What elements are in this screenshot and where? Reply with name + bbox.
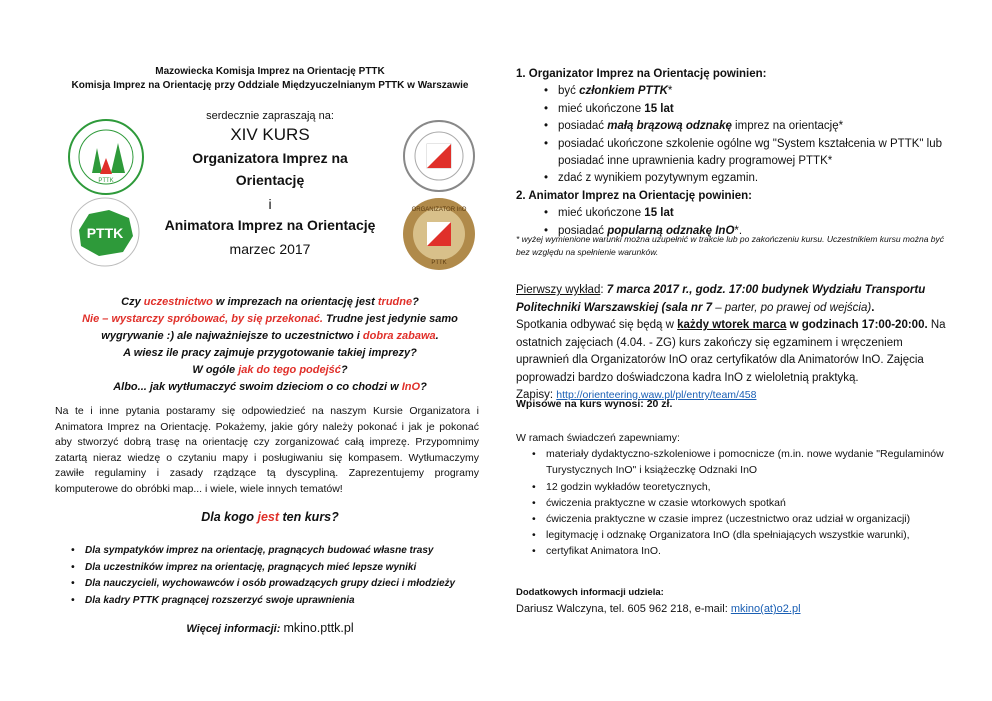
question-5: W ogóle jak do tego podejść? [192, 364, 348, 376]
svg-text:ORGANIZATOR InO: ORGANIZATOR InO [411, 207, 467, 213]
for-whom-heading: Dla kogo jest ten kurs? [201, 510, 339, 524]
contact-email-link[interactable]: mkino(at)o2.pl [730, 603, 801, 615]
mkino-logo [67, 118, 145, 196]
pttk-logo [69, 196, 141, 268]
list-item: • zdać z wynikiem pozytywnym egzamin. [558, 170, 956, 187]
provisions-title: W ramach świadczeń zapewniamy: [516, 432, 680, 444]
question-3: wygrywanie :) ale najważniejsze to uczestnictwo i dobra zabawa. [101, 330, 439, 342]
header-line-2: Komisja Imprez na Orientację przy Oddziale Międzyuczelnianym PTTK w Warszawie [71, 80, 469, 91]
list-item: • Dla uczestników imprez na orientację, pragnących mieć lepsze wyniki [85, 560, 485, 577]
question-1: Czy uczestnictwo w imprezach na orientację jest trudne? [121, 296, 419, 308]
list-item: • ćwiczenia praktyczne w czasie wtorkowych spotkań [546, 495, 946, 511]
course-sub-1: Organizatora Imprez na [192, 150, 348, 166]
svg-text:PTTK: PTTK [98, 178, 114, 184]
questions-block [55, 294, 485, 396]
audience-list [85, 543, 485, 609]
list-item: • Dla kadry PTTK pragnącej rozszerzyć swoje uprawnienia [85, 593, 485, 610]
requirements-block [516, 66, 956, 240]
provisions-list [516, 446, 946, 559]
more-info-url[interactable]: mkino.pttk.pl [283, 621, 354, 635]
signup-link[interactable]: http://orienteering.waw.pl/pl/entry/team/458 [556, 389, 757, 401]
list-item: • Dla sympatyków imprez na orientację, pragnących budować własne trasy [85, 543, 485, 560]
meeting-text: Na ostatnich zajęciach (4.04. - ZG) kurs zakończy się egzaminem i wręczeniem uprawnień dla Organizatorów InO oraz certyfikatów dla Animatorów InO. Zajęcia poprowadzi bardzo doświadczona kadra InO z wieloletnią praktyką. [516, 319, 946, 384]
provisions-block [516, 430, 946, 560]
course-and: i [268, 196, 272, 212]
question-6: Albo... jak wytłumaczyć swoim dzieciom o co chodzi w InO? [113, 381, 427, 393]
list-item: • posiadać popularną odznakę InO*. [558, 223, 956, 240]
list-item: • materiały dydaktyczno-szkoleniowe i pomocnicze (m.in. nowe wydanie "Regulaminów Turystycznych InO" i książeczkę Odznaki InO [546, 446, 946, 478]
footnote: * wyżej wymienione warunki można uzupełnić w trakcie lub po zakończeniu kursu. Uczestnikiem kursu można być bez względu na spełnienie warunków. [516, 234, 945, 257]
svg-text:PTTK: PTTK [86, 225, 124, 241]
list-item: • Dla nauczycieli, wychowawców i osób prowadzących grupy dzieci i młodzieży [85, 576, 485, 593]
invite-text: serdecznie zapraszają na: [206, 110, 334, 122]
course-sub-2: Orientację [235, 172, 305, 188]
req2-title: 2. Animator Imprez na Orientację powinien: [516, 189, 753, 202]
list-item: • mieć ukończone 15 lat [558, 205, 956, 222]
list-item: • być członkiem PTTK* [558, 83, 956, 100]
list-item: • ćwiczenia praktyczne w czasie imprez (uczestnictwo oraz udział w organizacji) [546, 511, 946, 527]
fee-info: Wpisowe na kurs wynosi: 20 zł. [516, 398, 673, 410]
contact-title: Dodatkowych informacji udziela: [516, 587, 664, 598]
list-item: • posiadać ukończone szkolenie ogólne wg "System kształcenia w PTTK" lub posiadać inne uprawnienia kadry programowej PTTK* [558, 136, 956, 171]
course-title: XIV KURS [230, 125, 310, 144]
more-info-label: Więcej informacji: [186, 623, 281, 635]
question-4: A wiesz ile pracy zajmuje przygotowanie takiej imprezy? [123, 347, 417, 359]
list-item: • posiadać małą brązową odznakę imprez na orientację* [558, 118, 956, 135]
list-item: • mieć ukończone 15 lat [558, 101, 956, 118]
svg-text:PTTK: PTTK [431, 260, 447, 266]
header-line-1: Mazowiecka Komisja Imprez na Orientację PTTK [155, 66, 385, 77]
req1-list [516, 83, 956, 187]
list-item: • certyfikat Animatora InO. [546, 543, 946, 559]
intro-paragraph: Na te i inne pytania postaramy się odpowiedzieć na naszym Kursie Organizatora i Animatora Imprez na Orientację. Pokażemy, jakie góry należy pokonać i jak je pokonać aby stworzyć dobrą trasę na orientację czy zorganizować całą imprezę. Przypomnimy zatartą nieraz wiedzę o czytaniu mapy i posługiwaniu się kompasem. Wytłumaczymy zawiłe regulaminy i zasady rządzące tą dyscypliną. Zaprezentujemy programy komputerowe do obróbki map... i wiele, wiele innych tematów! [55, 405, 479, 495]
req1-title: 1. Organizator Imprez na Orientację powinien: [516, 68, 767, 80]
commission-logo [401, 118, 477, 194]
list-item: • 12 godzin wykładów teoretycznych, [546, 479, 946, 495]
organizer-badge-logo [401, 196, 477, 272]
lecture-label: Pierwszy wykład [516, 284, 601, 296]
course-date: marzec 2017 [229, 241, 311, 257]
contact-line: Dariusz Walczyna, tel. 605 962 218, e-mail: mkino(at)o2.pl [516, 603, 801, 615]
more-info [55, 621, 485, 635]
lecture-info: Pierwszy wykład: 7 marca 2017 r., godz. 17:00 budynek Wydziału Transportu Politechniki Warszawskiej (sala nr 7 – parter, po prawej od wejścia). Spotkania odbywać się będą w każdy wtorek marca w godzinach 17:00-20:00. Na ostatnich zajęciach (4.04. - ZG) kurs zakończy się egzaminem i wręczeniem uprawnień dla Organizatorów InO oraz certyfikatów dla Animatorów InO. Zajęcia poprowadzi bardzo doświadczona kadra InO z wieloletnią praktyką. Zapisy: http://orienteering.waw.pl/pl/entry/team/458 [516, 284, 946, 401]
course-sub-3: Animatora Imprez na Orientację [164, 217, 376, 233]
question-2: Nie – wystarczy spróbować, by się przekonać. Trudne jest jedynie samo [82, 313, 458, 325]
list-item: • legitymację i odznakę Organizatora InO (dla spełniających wszystkie warunki), [546, 527, 946, 543]
